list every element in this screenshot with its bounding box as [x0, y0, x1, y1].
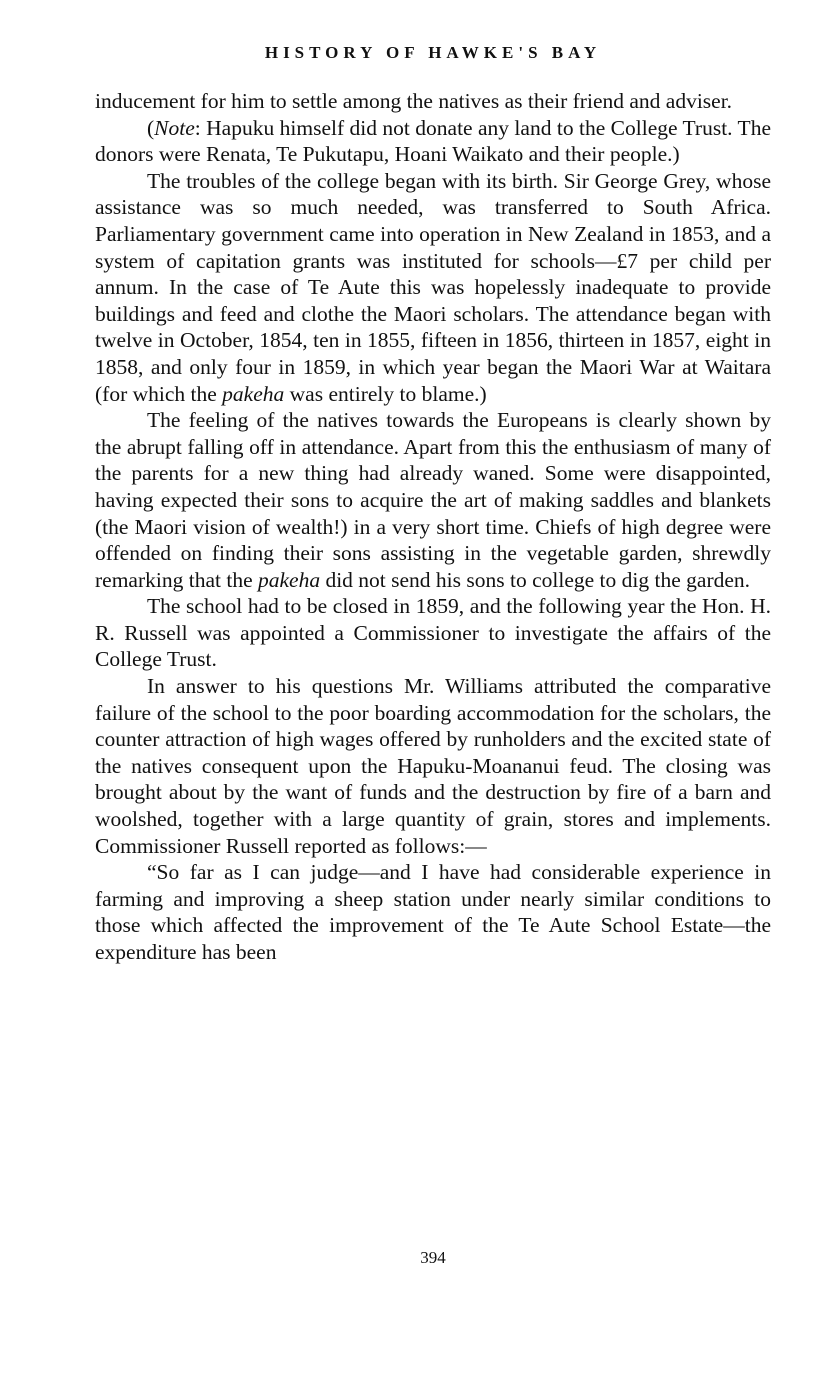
note-label: Note — [154, 115, 195, 140]
book-page — [95, 0, 771, 1400]
body-text — [95, 88, 771, 966]
paragraph-text: The troubles of the college began with its birth. Sir George Grey, whose assistance was so much needed, was transferred to South Africa. Parliamentary government came into operation in New Zealand in 1853, and a system of capitation grants was instituted for schools—£7 per child per annum. In the case of Te Aute this was hopelessly inadequate to provide buildings and feed and clothe the Maori scholars. The attendance began with twelve in October, 1854, ten in 1855, fifteen in 1856, thirteen in 1857, eight in 1858, and only four in 1859, in which year began the Maori War at Waitara (for which the — [95, 168, 771, 406]
paragraph-answer: In answer to his questions Mr. Williams attributed the comparative failure of the school to the poor boarding accommodation for the scholars, the counter attraction of high wages offered by runholders and the excited state of the natives consequent upon the Hapuku-Moananui feud. The closing was brought about by the want of funds and the destruction by fire of a barn and woolshed, together with a large quantity of grain, stores and implements. Commissioner Russell reported as follows:— — [95, 674, 771, 858]
italic-word: pakeha — [257, 567, 321, 592]
note-text: : Hapuku himself did not donate any land to the College Trust. The donors were Renata, Te Pukutapu, Hoani Waikato and their people.) — [95, 115, 771, 167]
page-number: 394 — [420, 1248, 446, 1267]
paragraph-continuation: inducement for him to settle among the natives as their friend and adviser. — [95, 89, 733, 113]
paragraph-school-closed: The school had to be closed in 1859, and the following year the Hon. H. R. Russell was appointed a Commissioner to investigate the affairs of the College Trust. — [95, 594, 771, 672]
paragraph-text: The feeling of the natives towards the Europeans is clearly shown by the abrupt falling off in attendance. Apart from this the enthusiasm of many of the parents for a new thing had already waned. Some were disappointed, having expected their sons to acquire the art of making saddles and blankets (the Maori vision of wealth!) in a very short time. Chiefs of high degree were offended on finding their sons assisting in the vegetable garden, shrewdly remarking that the — [95, 408, 771, 592]
running-head: HISTORY OF HAWKE'S BAY — [264, 43, 602, 62]
paragraph-text: was entirely to blame.) — [284, 381, 487, 406]
paragraph-note — [95, 115, 771, 168]
paragraph-text: did not send his sons to college to dig the garden. — [320, 567, 751, 592]
italic-word: pakeha — [222, 381, 285, 406]
paragraph-quote: “So far as I can judge—and I have had considerable experience in farming and improving a sheep station under nearly similar conditions to those which affected the improvement of the Te Aute School Estate—the expenditure has been — [95, 860, 771, 964]
paragraph-troubles — [95, 168, 771, 407]
paragraph-feeling — [95, 407, 771, 593]
note-open-paren: ( — [147, 115, 155, 140]
